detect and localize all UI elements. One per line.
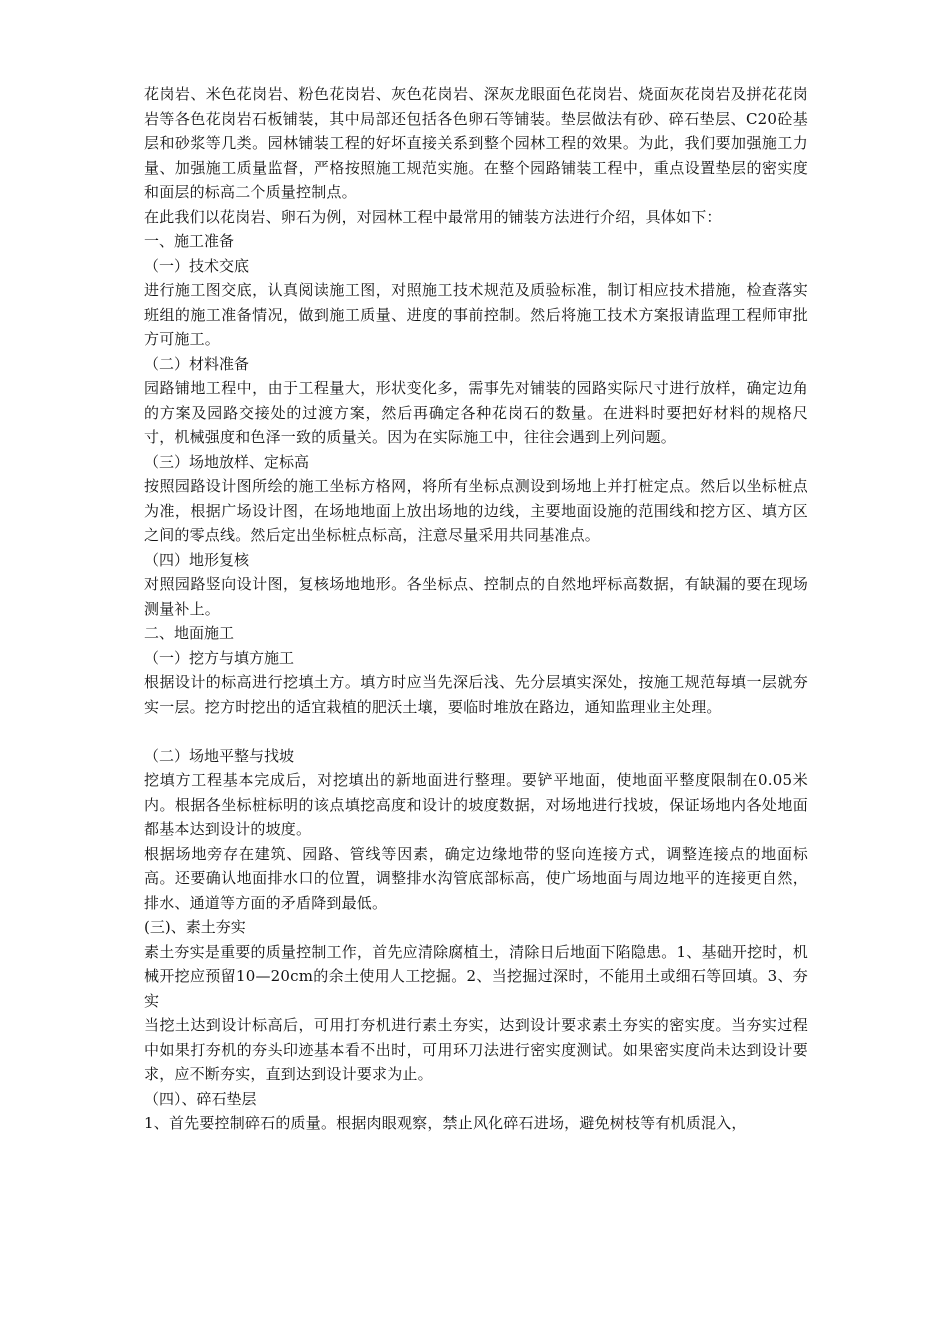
paragraph-soil-compaction: 素土夯实是重要的质量控制工作，首先应清除腐植土，清除日后地面下陷隐患。1、基础开挖时，机械开挖应预留10—20cm的余土使用人工挖掘。2、当挖掘过深时，不能用土或细石等回填。3、夯实 <box>144 942 808 1010</box>
heading-soil-compaction: (三)、素土夯实 <box>144 918 246 936</box>
paragraph-cut-and-fill: 根据设计的标高进行挖填土方。填方时应当先深后浅、先分层填实深处，按施工规范每填一层就夯实一层。挖方时挖出的适宜栽植的肥沃土壤，要临时堆放在路边，通知监理业主处理。 <box>144 673 808 716</box>
blank-line <box>144 719 808 744</box>
heading-material-preparation: （二）材料准备 <box>144 354 250 373</box>
heading-site-layout: （三）场地放样、定标高 <box>144 452 310 471</box>
paragraph-material-preparation: 园路铺地工程中，由于工程量大，形状变化多，需事先对铺装的园路实际尺寸进行放样，确定边角的方案及园路交接处的过渡方案，然后再确定各种花岗石的数量。在进料时要把好材料的规格尺寸，机械强度和色泽一致的质量关。因为在实际施工中，往往会遇到上列问题。 <box>144 379 808 446</box>
heading-leveling-and-slope: （二）场地平整与找坡 <box>144 746 295 765</box>
paragraph-terrain-review: 对照园路竖向设计图，复核场地地形。各坐标点、控制点的自然地坪标高数据，有缺漏的要在现场测量补上。 <box>144 575 808 618</box>
paragraph-compaction-test: 当挖土达到设计标高后，可用打夯机进行素土夯实，达到设计要求素土夯实的密实度。当夯实过程中如果打夯机的夯头印迹基本看不出时，可用环刀法进行密实度测试。如果密实度尚未达到设计要求，应不断夯实，直到达到设计要求为止。 <box>144 1016 808 1083</box>
paragraph-site-layout: 按照园路设计图所绘的施工坐标方格网，将所有坐标点测设到场地上并打桩定点。然后以坐标桩点为准，根据广场设计图，在场地地面上放出场地的边线，主要地面设施的范围线和挖方区、填方区之间的零点线。然后定出坐标桩点标高，注意尽量采用共同基准点。 <box>144 477 808 544</box>
paragraph-leveling: 挖填方工程基本完成后，对挖填出的新地面进行整理。要铲平地面，使地面平整度限制在0.05米内。根据各坐标桩标明的该点填挖高度和设计的坡度数据，对场地进行找坡，保证场地内各处地面都基本达到设计的坡度。 <box>144 771 808 838</box>
document-body <box>144 82 808 1136</box>
paragraph-edge-connection: 根据场地旁存在建筑、园路、管线等因素，确定边缘地带的竖向连接方式，调整连接点的地面标高。还要确认地面排水口的位置，调整排水沟管底部标高，使广场地面与周边地平的连接更自然，排水、通道等方面的矛盾降到最低。 <box>144 844 808 912</box>
paragraph-materials-intro: 花岗岩、米色花岗岩、粉色花岗岩、灰色花岗岩、深灰龙眼面色花岗岩、烧面灰花岗岩及拼花花岗岩等各色花岗岩石板铺装，其中局部还包括各色卵石等铺装。垫层做法有砂、碎石垫层、C20砼基层和砂浆等几类。园林铺装工程的好坏直接关系到整个园林工程的效果。为此，我们要加强施工力量、加强施工质量监督，严格按照施工规范实施。在整个园路铺装工程中，重点设置垫层的密实度和面层的标高二个质量控制点。 <box>144 85 808 201</box>
heading-gravel-cushion: （四）、碎石垫层 <box>144 1089 257 1108</box>
heading-construction-preparation: 一、施工准备 <box>144 232 235 250</box>
heading-technical-briefing: （一）技术交底 <box>144 256 250 275</box>
paragraph-method-intro: 在此我们以花岗岩、卵石为例，对园林工程中最常用的铺装方法进行介绍，具体如下： <box>144 207 722 226</box>
heading-cut-and-fill: （一）挖方与填方施工 <box>144 648 295 667</box>
heading-ground-construction: 二、地面施工 <box>144 624 235 642</box>
heading-terrain-review: （四）地形复核 <box>144 550 250 569</box>
paragraph-technical-briefing: 进行施工图交底，认真阅读施工图，对照施工技术规范及质验标准，制订相应技术措施，检查落实班组的施工准备情况，做到施工质量、进度的事前控制。然后将施工技术方案报请监理工程师审批方可施工。 <box>144 281 808 348</box>
paragraph-gravel-quality: 1、首先要控制碎石的质量。根据肉眼观察，禁止风化碎石进场，避免树枝等有机质混入， <box>144 1114 747 1132</box>
